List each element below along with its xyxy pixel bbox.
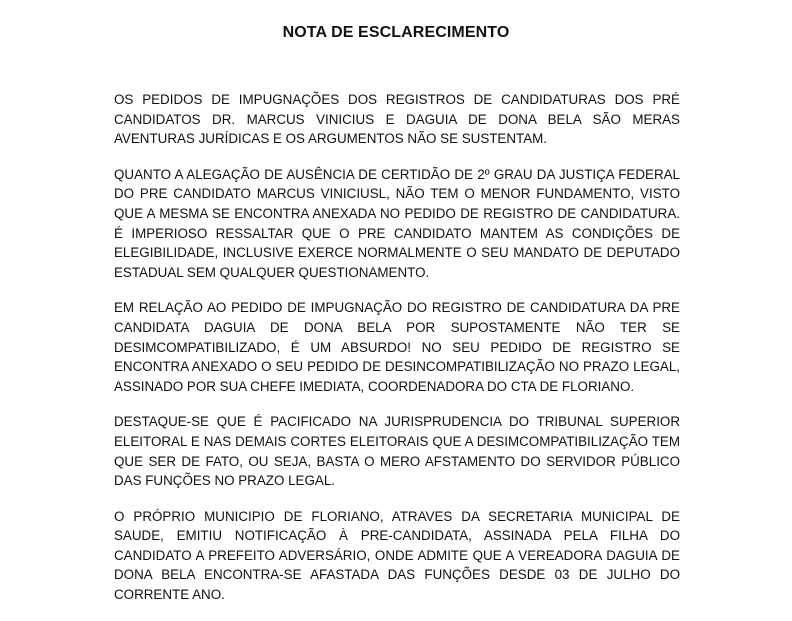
paragraph-1: OS PEDIDOS DE IMPUGNAÇÕES DOS REGISTROS DE CANDIDATURAS DOS PRÉ CANDIDATOS DR. MARCUS VINICIUS E DAGUIA DE DONA BELA SÃO MERAS AVENTURAS JURÍDICAS E OS ARGUMENTOS NÃO SE SUSTENTAM. [114, 92, 680, 147]
paragraph-4: DESTAQUE-SE QUE É PACIFICADO NA JURISPRUDENCIA DO TRIBUNAL SUPERIOR ELEITORAL E NAS DEMAIS CORTES ELEITORAIS QUE A DESIMCOMPATIBILIZAÇÃO TEM QUE SER DE FATO, OU SEJA, BASTA O MERO AFSTAMENTO DO SERVIDOR PÚBLICO DAS FUNÇÕES NO PRAZO LEGAL. [114, 414, 680, 489]
document-body [114, 90, 680, 621]
paragraph-3: EM RELAÇÃO AO PEDIDO DE IMPUGNAÇÃO DO REGISTRO DE CANDIDATURA DA PRE CANDIDATA DAGUIA DE DONA BELA POR SUPOSTAMENTE NÃO TER SE DESIMCOMPATIBILIZADO, É UM ABSURDO! NO SEU PEDIDO DE REGISTRO SE ENCONTRA ANEXADO O SEU PEDIDO DE DESINCOMPATIBILIZAÇÃO NO PRAZO LEGAL, ASSINADO POR SUA CHEFE IMEDIATA, COORDENADORA DO CTA DE FLORIANO. [114, 300, 680, 394]
document-title: NOTA DE ESCLARECIMENTO [282, 24, 510, 41]
paragraph-2: QUANTO A ALEGAÇÃO DE AUSÊNCIA DE CERTIDÃO DE 2º GRAU DA JUSTIÇA FEDERAL DO PRE CANDIDATO MARCUS VINICIUSL, NÃO TEM O MENOR FUNDAMENTO, VISTO QUE A MESMA SE ENCONTRA ANEXADA NO PEDIDO DE REGISTRO DE CANDIDATURA. É IMPERIOSO RESSALTAR QUE O PRE CANDIDATO MANTEM AS CONDIÇÕES DE ELEGIBILIDADE, INCLUSIVE EXERCE NORMALMENTE O SEU MANDATO DE DEPUTADO ESTADUAL SEM QUALQUER QUESTIONAMENTO. [114, 166, 680, 280]
paragraph-5: O PRÓPRIO MUNICIPIO DE FLORIANO, ATRAVES DA SECRETARIA MUNICIPAL DE SAUDE, EMITIU NOTIFICAÇÃO À PRE-CANDIDATA, ASSINADA PELA FILHA DO CANDIDATO A PREFEITO ADVERSÁRIO, ONDE ADMITE QUE A VEREADORA DAGUIA DE DONA BELA ENCONTRA-SE AFASTADA DAS FUNÇÕES DESDE 03 DE JULHO DO CORRENTE ANO. [114, 508, 680, 603]
